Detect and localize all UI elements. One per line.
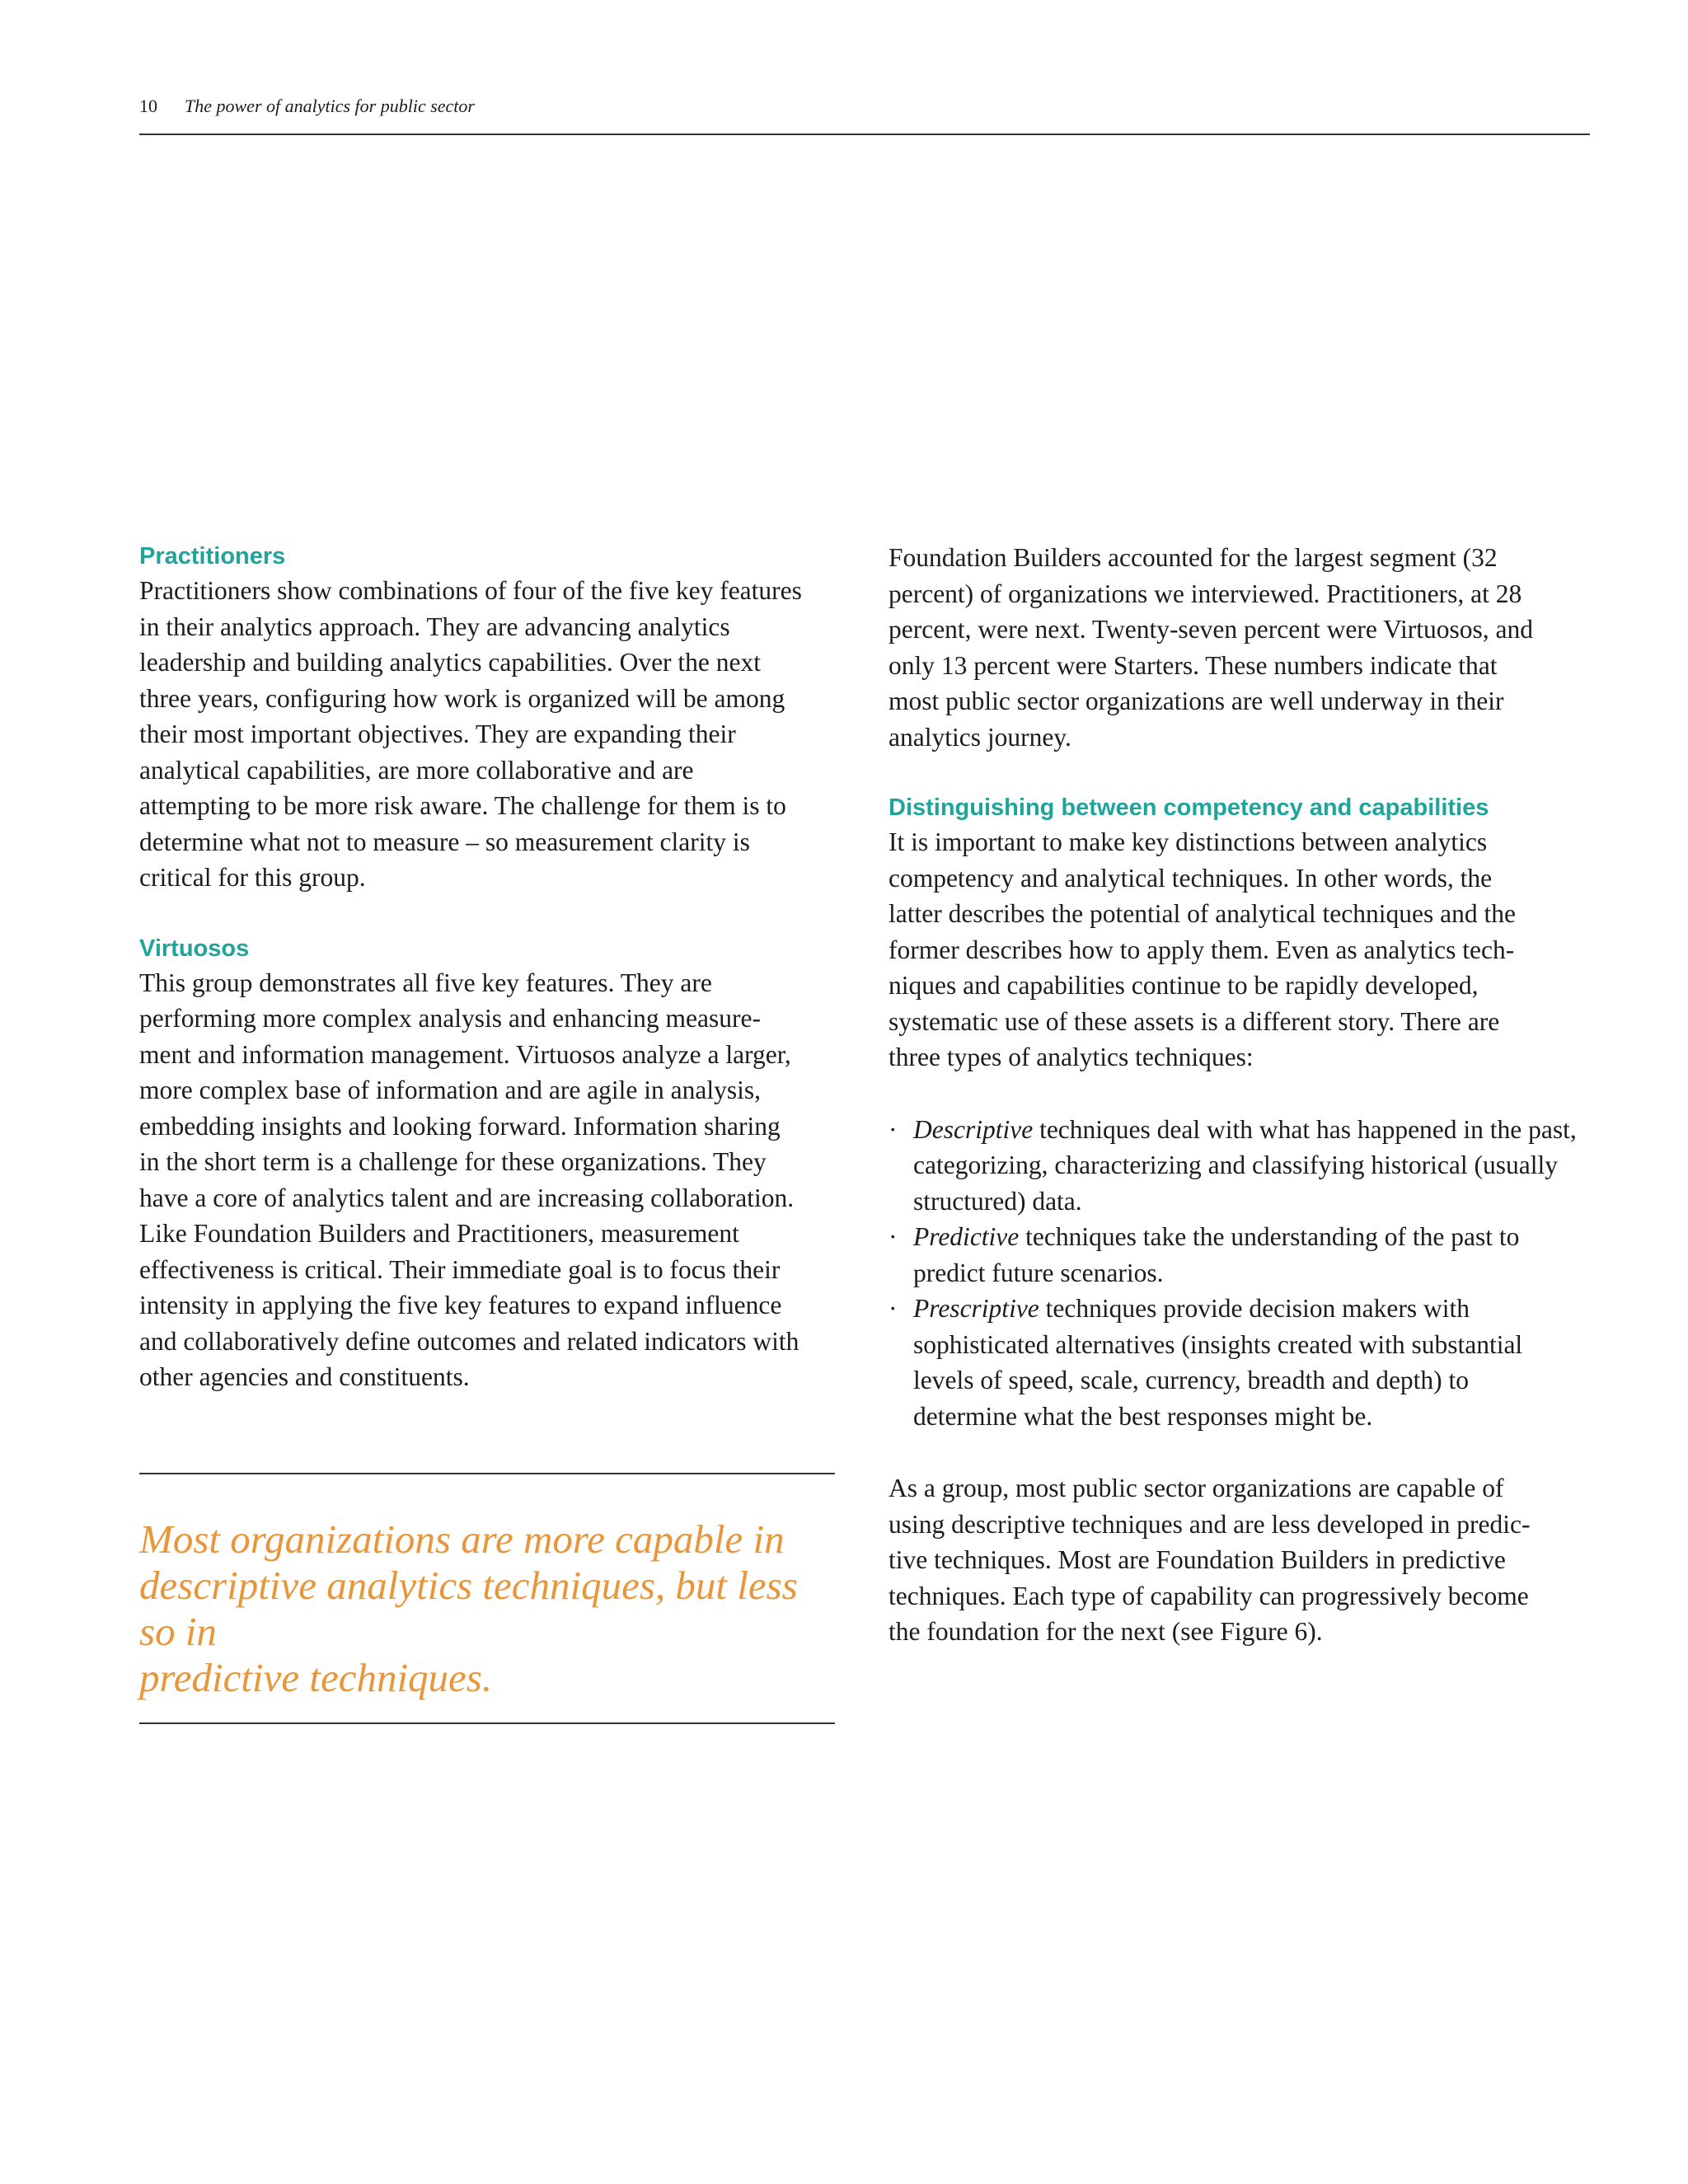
text-line: This group demonstrates all five key features. They are: [139, 968, 712, 997]
text-line: competency and analytical techniques. In other words, the: [889, 863, 1493, 893]
practitioners-heading: Practitioners: [139, 543, 286, 569]
pull-quote-text: [139, 1516, 835, 1701]
text-line: techniques deal with what has happened in the past,: [1033, 1114, 1577, 1144]
text-line: determine what not to measure – so measurement clarity is: [139, 827, 750, 856]
text-line: analytical capabilities, are more collaborative and are: [139, 755, 694, 785]
text-line: using descriptive techniques and are less developed in predic-: [889, 1509, 1531, 1539]
list-item: [889, 1291, 1596, 1434]
text-line: other agencies and constituents.: [139, 1362, 470, 1391]
list-item: [889, 1112, 1596, 1220]
text-line: in their analytics approach. They are advancing analytics: [139, 612, 730, 641]
text-line: performing more complex analysis and enhancing measure-: [139, 1004, 761, 1033]
list-item: [889, 1219, 1596, 1291]
quote-line: predictive techniques.: [139, 1655, 493, 1700]
text-line: embedding insights and looking forward. Information sharing: [139, 1111, 781, 1141]
text-line: Like Foundation Builders and Practitioners, measurement: [139, 1219, 739, 1248]
text-line: categorizing, characterizing and classifying historical (usually: [913, 1151, 1558, 1179]
text-line: techniques take the understanding of the past to: [1019, 1222, 1520, 1251]
text-line: only 13 percent were Starters. These numbers indicate that: [889, 650, 1498, 680]
text-line: It is important to make key distinctions between analytics: [889, 827, 1488, 856]
bullet-dot: ·: [889, 1114, 898, 1144]
quote-line: Most organizations are more capable in: [139, 1516, 785, 1562]
distinguishing-paragraph: [889, 824, 1596, 1076]
text-line: Foundation Builders accounted for the largest segment (32: [889, 543, 1498, 572]
quote-line: descriptive analytics techniques, but less so in: [139, 1563, 798, 1654]
text-line: systematic use of these assets is a different story. There are: [889, 1006, 1500, 1036]
right-column: [889, 540, 1596, 1650]
text-line: intensity in applying the five key features to expand influence: [139, 1291, 782, 1319]
text-line: most public sector organizations are well underway in their: [889, 687, 1504, 715]
text-line: and collaboratively define outcomes and related indicators with: [139, 1326, 799, 1356]
text-line: structured) data.: [913, 1186, 1082, 1216]
text-line: effectiveness is critical. Their immediate goal is to focus their: [139, 1254, 781, 1284]
pull-quote-bottom-rule: [139, 1722, 835, 1724]
text-line: levels of speed, scale, currency, breadth and depth) to: [913, 1366, 1470, 1394]
text-line: techniques. Each type of capability can progressively become: [889, 1581, 1529, 1610]
text-line: percent) of organizations we interviewed. Practitioners, at 28: [889, 579, 1522, 608]
text-line: niques and capabilities continue to be rapidly developed,: [889, 971, 1479, 1000]
technique-term: Descriptive: [913, 1114, 1034, 1144]
text-line: sophisticated alternatives (insights created with substantial: [913, 1329, 1523, 1359]
technique-term: Predictive: [913, 1222, 1020, 1251]
text-line: Practitioners show combinations of four of the five key features: [139, 576, 802, 605]
text-line: latter describes the potential of analytical techniques and the: [889, 899, 1516, 928]
text-line: critical for this group.: [139, 863, 366, 892]
text-line: have a core of analytics talent and are increasing collaboration.: [139, 1183, 795, 1212]
virtuosos-paragraph: [139, 965, 846, 1395]
page-number: 10: [139, 96, 157, 116]
text-line: former describes how to apply them. Even as analytics tech-: [889, 935, 1515, 964]
text-line: leadership and building analytics capabilities. Over the next: [139, 648, 762, 677]
left-column: [139, 540, 846, 1395]
text-line: analytics journey.: [889, 722, 1071, 752]
text-line: the foundation for the next (see Figure 6).: [889, 1617, 1323, 1646]
closing-paragraph: [889, 1470, 1596, 1650]
pull-quote-top-rule: [139, 1473, 835, 1474]
text-line: more complex base of information and are agile in analysis,: [139, 1076, 762, 1104]
text-line: three years, configuring how work is organized will be among: [139, 683, 785, 713]
text-line: As a group, most public sector organizations are capable of: [889, 1474, 1504, 1502]
techniques-list: [889, 1112, 1596, 1435]
text-line: techniques provide decision makers with: [1039, 1294, 1470, 1323]
pull-quote: [139, 1473, 835, 1724]
virtuosos-heading: Virtuosos: [139, 935, 250, 962]
text-line: percent, were next. Twenty-seven percent were Virtuosos, and: [889, 615, 1533, 644]
text-line: tive techniques. Most are Foundation Builders in predictive: [889, 1545, 1506, 1574]
technique-term: Prescriptive: [913, 1294, 1039, 1323]
text-line: predict future scenarios.: [913, 1258, 1164, 1287]
practitioners-paragraph: [139, 573, 846, 896]
page-header: [139, 92, 1590, 135]
bullet-dot: ·: [889, 1294, 898, 1323]
text-line: three types of analytics techniques:: [889, 1043, 1254, 1071]
text-line: determine what the best responses might be.: [913, 1401, 1373, 1431]
intro-paragraph: [889, 540, 1596, 755]
text-line: in the short term is a challenge for these organizations. They: [139, 1147, 767, 1176]
text-line: attempting to be more risk aware. The challenge for them is to: [139, 791, 786, 820]
distinguishing-heading: Distinguishing between competency and capabilities: [889, 794, 1489, 821]
text-line: their most important objectives. They are expanding their: [139, 719, 736, 748]
bullet-dot: ·: [889, 1222, 898, 1251]
text-line: ment and information management. Virtuosos analyze a larger,: [139, 1039, 791, 1069]
running-title: The power of analytics for public sector: [185, 96, 475, 116]
